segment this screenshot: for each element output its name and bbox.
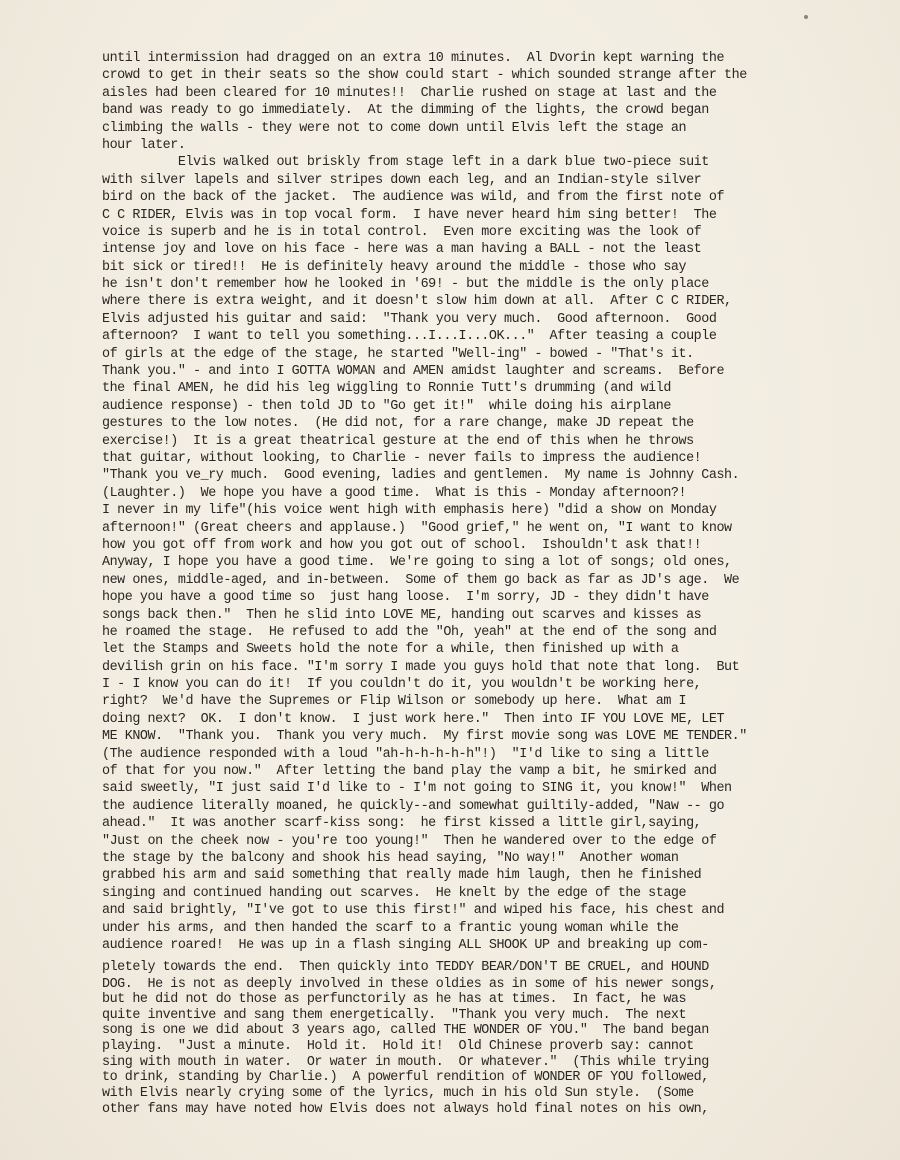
text-line-50: and said brightly, "I've got to use this first!" and wiped his face, his chest and [102, 903, 725, 919]
text-line-33: songs back then." Then he slid into LOVE ME, handing out scarves and kisses as [102, 607, 702, 623]
text-line-47: the stage by the balcony and shook his head saying, "No way!" Another woman [102, 850, 679, 866]
text-line-61: with Elvis nearly crying some of the lyrics, much in his old Sun style. (Some [102, 1085, 694, 1101]
text-line-62: other fans may have noted how Elvis does not always hold final notes on his own, [102, 1102, 709, 1118]
text-line-21: audience response) - then told JD to "Go get it!" while doing his airplane [102, 398, 671, 414]
text-line-46: "Just on the cheek now - you're too young!" Then he wandered over to the edge of [102, 833, 717, 849]
text-line-40: ME KNOW. "Thank you. Thank you very much. My first movie song was LOVE ME TENDER." [102, 729, 747, 745]
text-line-16: Elvis adjusted his guitar and said: "Thank you very much. Good afternoon. Good [102, 311, 717, 327]
text-line-07: Elvis walked out briskly from stage left in a dark blue two-piece suit [102, 155, 709, 171]
text-line-42: of that for you now." After letting the band play the vamp a bit, he smirked and [102, 764, 717, 780]
text-line-27: I never in my life"(his voice went high with emphasis here) "did a show on Monday [102, 503, 717, 519]
text-line-59: sing with mouth in water. Or water in mouth. Or whatever." (This while trying [102, 1054, 709, 1070]
text-line-57: song is one we did about 3 years ago, called THE WONDER OF YOU." The band began [102, 1023, 709, 1039]
text-line-49: singing and continued handing out scarves. He knelt by the edge of the stage [102, 885, 687, 901]
text-line-23: exercise!) It is a great theatrical gesture at the end of this when he throws [102, 433, 694, 449]
text-line-51: under his arms, and then handed the scarf to a frantic young woman while the [102, 920, 679, 936]
text-line-22: gestures to the low notes. (He did not, for a rare change, make JD repeat the [102, 416, 694, 432]
text-line-09: bird on the back of the jacket. The audience was wild, and from the first note of [102, 190, 725, 206]
text-line-38: right? We'd have the Supremes or Flip Wilson or somebody up here. What am I [102, 694, 687, 710]
text-line-24: that guitar, without looking, to Charlie - never fails to impress the audience! [102, 450, 702, 466]
text-line-28: afternoon!" (Great cheers and applause.) "Good grief," he went on, "I want to know [102, 520, 732, 536]
text-line-39: doing next? OK. I don't know. I just work here." Then into IF YOU LOVE ME, LET [102, 711, 725, 727]
text-line-04: band was ready to go immediately. At the dimming of the lights, the crowd began [102, 103, 709, 119]
text-line-03: aisles had been cleared for 10 minutes!! Charlie rushed on stage at last and the [102, 85, 717, 101]
text-line-37: I - I know you can do it! If you couldn't do it, you wouldn't be working here, [102, 677, 702, 693]
text-line-45: ahead." It was another scarf-kiss song: he first kissed a little girl,saying, [102, 816, 702, 832]
text-line-53: pletely towards the end. Then quickly into TEDDY BEAR/DON'T BE CRUEL, and HOUND [102, 960, 709, 976]
text-line-52: audience roared! He was up in a flash singing ALL SHOOK UP and breaking up com- [102, 937, 709, 953]
text-line-32: hope you have a good time so just hang loose. I'm sorry, JD - they didn't have [102, 590, 709, 606]
text-line-15: where there is extra weight, and it doesn't slow him down at all. After C C RIDER, [102, 294, 732, 310]
text-line-11: voice is superb and he is in total control. Even more exciting was the look of [102, 224, 702, 240]
text-line-19: Thank you." - and into I GOTTA WOMAN and AMEN amidst laughter and screams. Before [102, 364, 725, 380]
text-line-08: with silver lapels and silver stripes down each leg, and an Indian-style silver [102, 172, 702, 188]
text-line-54: DOG. He is not as deeply involved in these oldies as in some of his newer songs, [102, 976, 717, 992]
text-line-30: Anyway, I hope you have a good time. We're going to sing a lot of songs; old ones, [102, 555, 732, 571]
text-line-18: of girls at the edge of the stage, he started "Well-ing" - bowed - "That's it. [102, 346, 694, 362]
text-line-29: how you got off from work and how you got out of school. Ishouldn't ask that!! [102, 537, 702, 553]
text-line-58: playing. "Just a minute. Hold it. Hold it! Old Chinese proverb say: cannot [102, 1039, 694, 1055]
text-line-05: climbing the walls - they were not to come down until Elvis left the stage an [102, 120, 687, 136]
text-line-36: devilish grin on his face. "I'm sorry I made you guys hold that note that long. But [102, 659, 740, 675]
text-line-06: hour later. [102, 137, 186, 153]
text-line-02: crowd to get in their seats so the show could start - which sounded strange after the [102, 68, 747, 84]
text-line-10: C C RIDER, Elvis was in top vocal form. I have never heard him sing better! The [102, 207, 717, 223]
text-line-13: bit sick or tired!! He is definitely heavy around the middle - those who say [102, 259, 687, 275]
text-line-43: said sweetly, "I just said I'd like to - I'm not going to SING it, you know!" When [102, 781, 732, 797]
text-line-14: he isn't don't remember how he looked in '69! - but the middle is the only place [102, 277, 709, 293]
text-line-48: grabbed his arm and said something that really made him laugh, then he finished [102, 868, 702, 884]
text-line-12: intense joy and love on his face - here was a man having a BALL - not the least [102, 242, 702, 258]
text-line-34: he roamed the stage. He refused to add the "Oh, yeah" at the end of the song and [102, 624, 717, 640]
text-line-26: (Laughter.) We hope you have a good time. What is this - Monday afternoon?! [102, 485, 687, 501]
text-line-56: quite inventive and sang them energetically. "Thank you very much. The next [102, 1007, 687, 1023]
text-line-44: the audience literally moaned, he quickly--and somewhat guiltily-added, "Naw -- go [102, 798, 725, 814]
text-line-17: afternoon? I want to tell you something...I...I...OK..." After teasing a couple [102, 329, 717, 345]
text-line-20: the final AMEN, he did his leg wiggling to Ronnie Tutt's drumming (and wild [102, 381, 671, 397]
text-line-31: new ones, middle-aged, and in-between. Some of them go back as far as JD's age. We [102, 572, 740, 588]
typescript-body [102, 50, 842, 1119]
text-line-55: but he did not do those as perfunctorily as he has at times. In fact, he was [102, 992, 687, 1008]
text-line-01: until intermission had dragged on an extra 10 minutes. Al Dvorin kept warning the [102, 51, 725, 66]
text-line-25: "Thank you ve_ry much. Good evening, ladies and gentlemen. My name is Johnny Cash. [102, 468, 740, 484]
text-line-41: (The audience responded with a loud "ah-h-h-h-h-h"!) "I'd like to sing a little [102, 746, 709, 762]
text-line-35: let the Stamps and Sweets hold the note for a while, then finished up with a [102, 642, 679, 658]
corner-mark [804, 15, 808, 19]
text-line-60: to drink, standing by Charlie.) A powerful rendition of WONDER OF YOU followed, [102, 1070, 709, 1086]
